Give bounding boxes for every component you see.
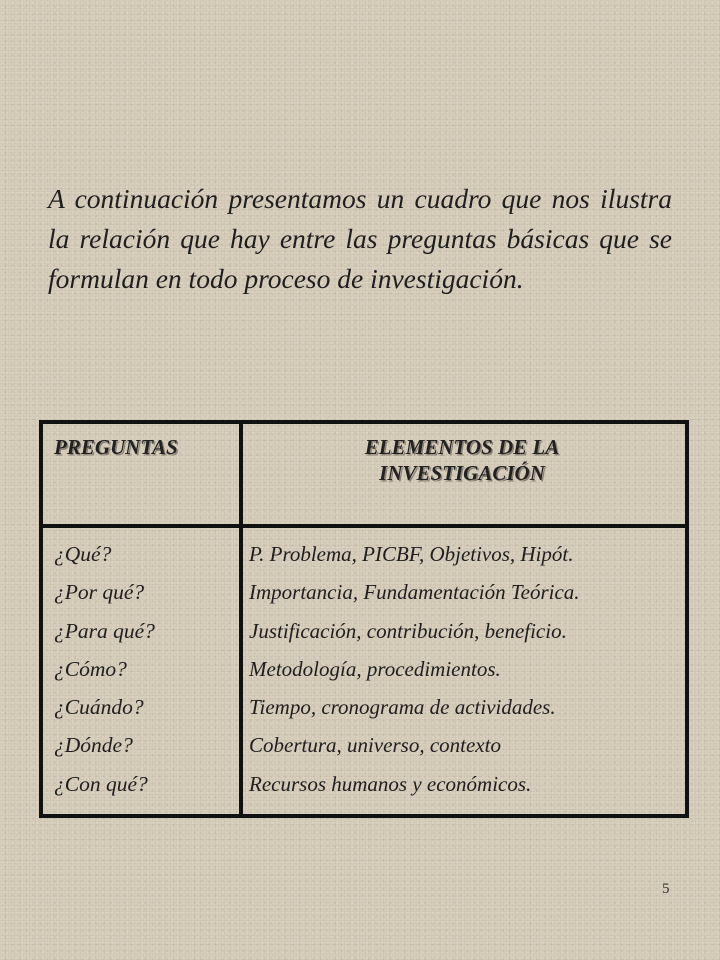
element-cell: Cobertura, universo, contexto [249, 733, 501, 758]
element-cell: Metodología, procedimientos. [249, 656, 501, 681]
element-cell: Justificación, contribución, beneficio. [249, 618, 567, 643]
header-elements-line2: INVESTIGACIÓN [379, 461, 545, 485]
question-cell: ¿Dónde? [54, 733, 133, 758]
element-cell: Tiempo, cronograma de actividades. [249, 695, 556, 720]
header-questions: PREGUNTAS [54, 435, 178, 459]
question-cell: ¿Qué? [54, 542, 112, 566]
column-divider [239, 424, 243, 814]
questions-elements-table [39, 420, 689, 818]
header-elements-line1: ELEMENTOS DE LA [364, 435, 560, 459]
question-cell: ¿Cómo? [54, 656, 127, 681]
elements-column [249, 535, 580, 803]
header-divider [43, 524, 685, 528]
questions-column [54, 535, 155, 803]
header-elements [247, 434, 677, 486]
question-cell: ¿Cuándo? [54, 695, 144, 720]
question-cell: ¿Para qué? [54, 618, 155, 643]
page-number: 5 [662, 881, 670, 897]
element-cell: P. Problema, PICBF, Objetivos, Hipót. [249, 542, 574, 566]
question-cell: ¿Por qué? [54, 580, 145, 605]
intro-paragraph: A continuación presentamos un cuadro que nos ilustra la relación que hay entre las preguntas básicas que se formulan en todo proceso de investigación. [48, 183, 672, 294]
question-cell: ¿Con qué? [54, 771, 148, 796]
element-cell: Importancia, Fundamentación Teórica. [249, 580, 580, 605]
element-cell: Recursos humanos y económicos. [249, 771, 532, 796]
